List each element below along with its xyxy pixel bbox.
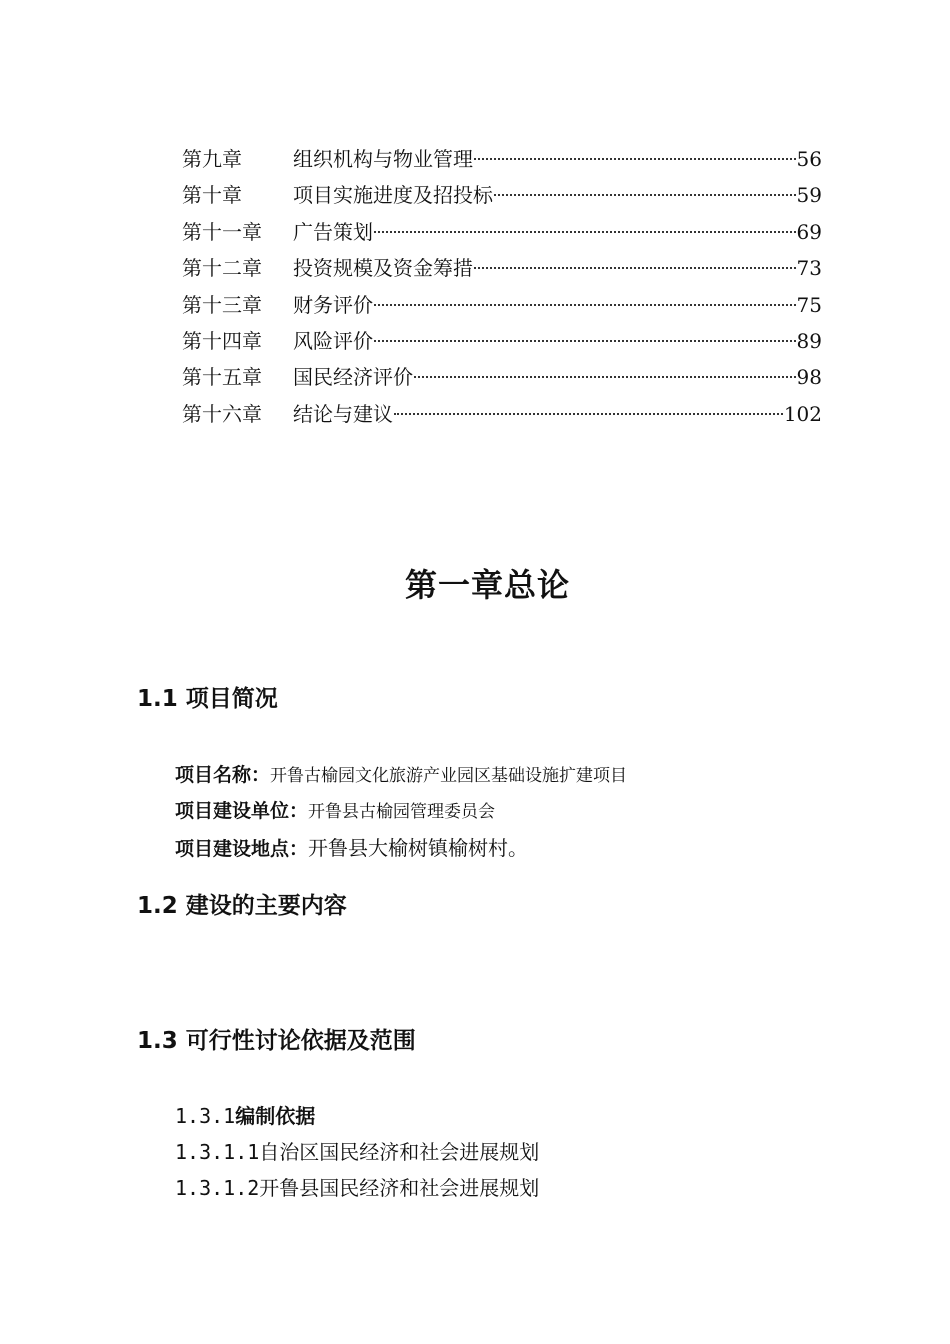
basis-item-text: 开鲁县国民经济和社会进展规划 xyxy=(259,1176,540,1200)
toc-entry[interactable] xyxy=(182,396,822,432)
toc-entry[interactable] xyxy=(182,323,822,359)
toc-leader-dots xyxy=(374,231,796,233)
basis-item-number: 1.3.1.2 xyxy=(175,1176,260,1200)
toc-leader-dots xyxy=(474,267,796,269)
toc-page-number: 73 xyxy=(796,256,822,281)
toc-page-number: 69 xyxy=(796,219,822,244)
project-site-label: 项目建设地点： xyxy=(175,838,309,860)
table-of-contents xyxy=(182,141,822,432)
toc-title: 风险评价 xyxy=(293,328,373,353)
section-heading-1-1: 1.1 项目简况 xyxy=(137,686,278,712)
toc-page-number: 89 xyxy=(796,328,822,353)
toc-title: 项目实施进度及招投标 xyxy=(293,183,493,208)
basis-item-text: 自治区国民经济和社会进展规划 xyxy=(259,1140,540,1164)
toc-entry[interactable] xyxy=(182,359,822,395)
project-name-label: 项目名称： xyxy=(175,764,271,786)
toc-chapter: 第十章 xyxy=(182,183,242,208)
basis-item-number: 1.3.1.1 xyxy=(175,1140,260,1164)
toc-page-number: 56 xyxy=(796,147,822,171)
toc-entry[interactable] xyxy=(182,177,822,213)
project-name-row xyxy=(175,760,627,787)
project-unit-row xyxy=(175,796,495,823)
section-heading-1-3: 1.3 可行性讨论依据及范围 xyxy=(137,1028,416,1054)
toc-title: 结论与建议 xyxy=(293,401,393,426)
toc-chapter: 第十五章 xyxy=(182,365,262,390)
toc-leader-dots xyxy=(374,304,796,306)
toc-page-number: 102 xyxy=(783,401,822,426)
toc-page-number: 59 xyxy=(796,183,822,208)
subsection-heading-1-3-1 xyxy=(175,1100,315,1129)
toc-entry[interactable] xyxy=(182,287,822,323)
section-heading-1-2: 1.2 建设的主要内容 xyxy=(137,893,347,919)
project-site-row xyxy=(175,832,528,861)
chapter-title: 第一章总论 xyxy=(404,566,570,604)
toc-entry[interactable] xyxy=(182,141,822,177)
basis-item xyxy=(175,1172,539,1201)
toc-leader-dots xyxy=(474,158,796,160)
toc-title: 广告策划 xyxy=(293,219,373,244)
toc-page-number: 98 xyxy=(796,365,822,390)
project-unit-value: 开鲁县古榆园管理委员会 xyxy=(308,802,496,822)
toc-chapter: 第十六章 xyxy=(182,401,262,426)
project-name-value: 开鲁古榆园文化旅游产业园区基础设施扩建项目 xyxy=(270,766,628,786)
project-site-value: 开鲁县大榆树镇榆树村。 xyxy=(308,836,529,860)
toc-title: 财务评价 xyxy=(293,292,373,317)
toc-leader-dots xyxy=(374,340,796,342)
toc-title: 投资规模及资金筹措 xyxy=(293,256,473,281)
toc-page-number: 75 xyxy=(796,292,822,317)
toc-chapter: 第九章 xyxy=(182,147,242,171)
toc-leader-dots xyxy=(394,413,783,415)
project-unit-label: 项目建设单位： xyxy=(175,800,309,822)
subsection-text: 编制依据 xyxy=(235,1104,316,1128)
toc-title: 组织机构与物业管理 xyxy=(293,147,473,171)
toc-entry[interactable] xyxy=(182,214,822,250)
basis-item xyxy=(175,1136,539,1165)
toc-entry[interactable] xyxy=(182,250,822,286)
toc-title: 国民经济评价 xyxy=(293,365,413,390)
toc-chapter: 第十二章 xyxy=(182,256,262,281)
toc-leader-dots xyxy=(414,376,796,378)
toc-leader-dots xyxy=(494,194,796,196)
subsection-number: 1.3.1 xyxy=(175,1104,236,1128)
toc-chapter: 第十一章 xyxy=(182,219,262,244)
toc-chapter: 第十三章 xyxy=(182,292,262,317)
toc-chapter: 第十四章 xyxy=(182,328,262,353)
